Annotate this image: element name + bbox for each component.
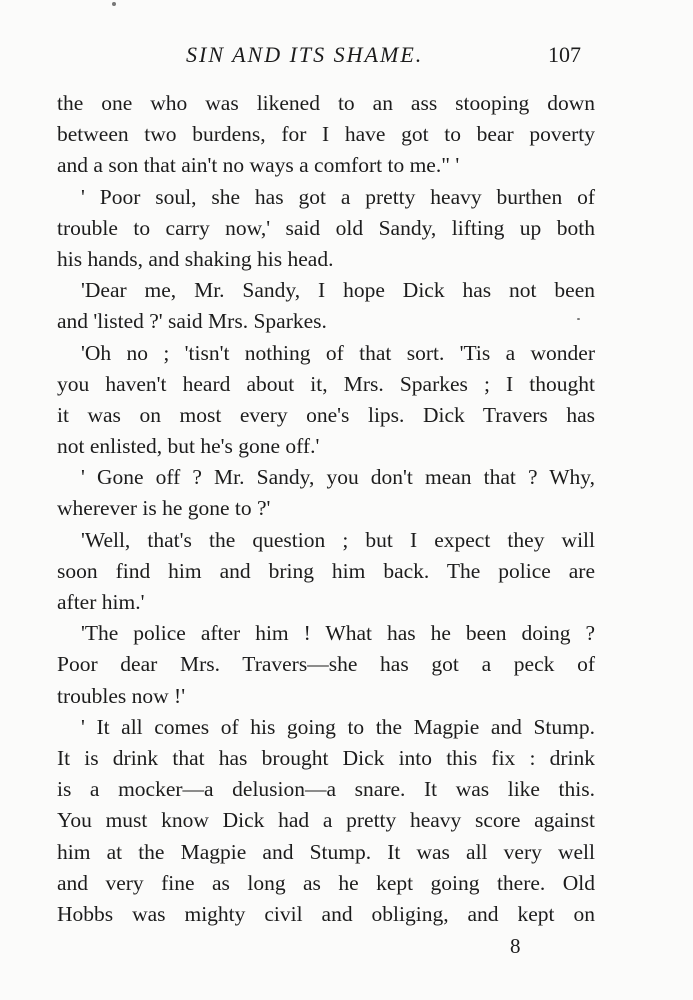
text-line: soon find him and bring him back. The police are [57, 558, 595, 583]
running-title: SIN AND ITS SHAME. [186, 42, 424, 67]
signature-mark: 8 [510, 934, 521, 958]
text-line: after him.' [57, 590, 145, 614]
text-line: him at the Magpie and Stump. It was all very well [57, 839, 595, 864]
text-line: not enlisted, but he's gone off.' [57, 434, 320, 459]
text-line: trouble to carry now,' said old Sandy, lifting up both [57, 215, 595, 240]
text-line: troubles now !' [57, 683, 186, 708]
text-line: the one who was likened to an ass stooping down [57, 91, 595, 115]
text-line: and very fine as long as he kept going there. Old [57, 870, 595, 895]
text-line: ' Poor soul, she has got a pretty heavy burthen of [81, 184, 595, 209]
body-text [57, 88, 595, 930]
text-line: 'The police after him ! What has he been doing ? [81, 621, 595, 646]
running-header [0, 40, 693, 70]
print-speck [112, 2, 116, 6]
print-speck [577, 318, 580, 320]
text-line: ' Gone off ? Mr. Sandy, you don't mean that ? Why, [81, 465, 595, 490]
text-line: Hobbs was mighty civil and obliging, and kept on [57, 901, 595, 926]
text-line: 'Well, that's the question ; but I expect they will [81, 527, 595, 552]
text-line: and 'listed ?' said Mrs. Sparkes. [57, 309, 327, 334]
text-line: 'Oh no ; 'tisn't nothing of that sort. 'Tis a wonder [81, 340, 595, 365]
text-line: ' It all comes of his going to the Magpie and Stump. [81, 714, 595, 739]
text-line: his hands, and shaking his head. [57, 246, 334, 271]
text-line: it was on most every one's lips. Dick Travers has [57, 402, 595, 427]
text-line: You must know Dick had a pretty heavy score against [57, 808, 595, 833]
text-line: 'Dear me, Mr. Sandy, I hope Dick has not been [81, 278, 595, 303]
text-line: Poor dear Mrs. Travers—she has got a peck of [57, 652, 595, 677]
text-line: wherever is he gone to ?' [57, 496, 271, 521]
text-line: and a son that ain't no ways a comfort to me." ' [57, 153, 460, 178]
text-line: between two burdens, for I have got to bear poverty [57, 122, 595, 147]
text-line: you haven't heard about it, Mrs. Sparkes ; I thought [57, 371, 595, 396]
text-line: It is drink that has brought Dick into this fix : drink [57, 745, 595, 770]
page-number: 107 [548, 42, 581, 67]
text-line: is a mocker—a delusion—a snare. It was like this. [57, 777, 595, 802]
